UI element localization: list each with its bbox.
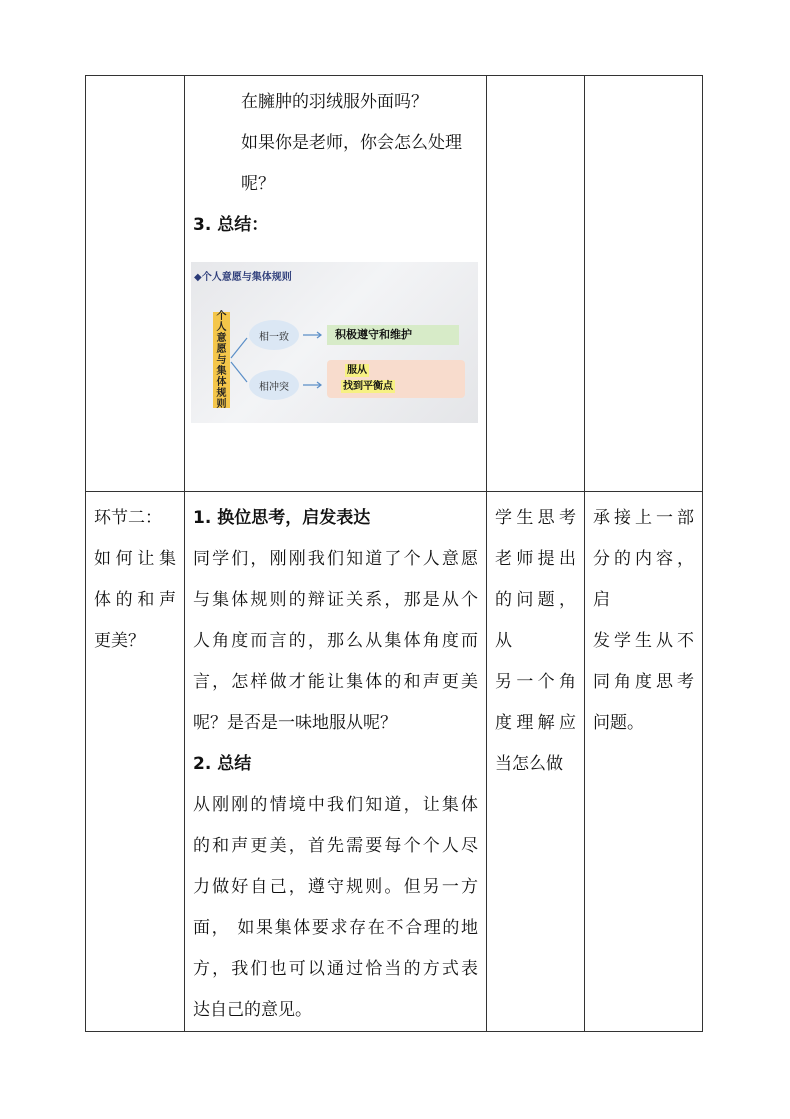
char: 集 [216, 365, 227, 377]
result-conflict-obey: 服从 [347, 365, 367, 376]
char: 体 [216, 376, 227, 388]
text-line: 分的内容，启 [593, 549, 694, 610]
lesson-plan-table [85, 75, 703, 1032]
teacher-activity-cell [185, 76, 487, 492]
text-line: 人角度而言的，那么从集体角度而 [193, 631, 478, 651]
text-line: 度理解应 [495, 713, 576, 733]
table-row [86, 492, 703, 1032]
text-line: 的问题，从 [495, 590, 576, 651]
text-line: 面， 如果集体要求存在不合理的地 [193, 918, 478, 938]
section-cell [86, 492, 185, 1032]
node-consistent: 相一致 [249, 320, 299, 350]
concept-diagram [191, 262, 478, 423]
text-line: 言，怎样做才能让集体的和声更美 [193, 672, 478, 692]
text-line: 老师提出 [495, 549, 576, 569]
char: 与 [216, 354, 227, 366]
char: 愿 [216, 343, 227, 355]
section-label: 环节二： [94, 508, 162, 528]
text-line: 承接上一部 [593, 508, 694, 528]
text-line: 当怎么做 [495, 754, 563, 774]
step-heading: 1. 换位思考，启发表达 [193, 508, 371, 528]
char: 人 [216, 321, 227, 333]
student-activity-cell [487, 492, 585, 1032]
result-conflict-box [327, 360, 465, 398]
section-cell [86, 76, 185, 492]
char: 意 [216, 332, 227, 344]
student-activity-cell [487, 76, 585, 492]
connector-up [231, 338, 247, 358]
section-title-line: 更美？ [94, 631, 145, 651]
text-line: 从刚刚的情境中我们知道，让集体 [193, 795, 478, 815]
char: 个 [216, 310, 227, 322]
connector-down [231, 362, 247, 382]
text-line: 同学们，刚刚我们知道了个人意愿 [193, 549, 478, 569]
text-line: 呢？是否是一味地服从呢？ [193, 713, 397, 733]
section-title-line: 体的和声 [94, 590, 176, 610]
text-line: 同角度思考 [593, 672, 694, 692]
result-consistent: 积极遵守和维护 [327, 325, 459, 345]
text-line: 另一个角 [495, 672, 576, 692]
text-line: 达自己的意见。 [193, 1000, 312, 1020]
text-line: 力做好自己，遵守规则。但另一方 [193, 877, 478, 897]
text-line: 与集体规则的辩证关系，那是从个 [193, 590, 478, 610]
design-intent-cell [585, 76, 703, 492]
text-line: 方，我们也可以通过恰当的方式表 [193, 959, 478, 979]
node-conflict: 相冲突 [249, 370, 299, 400]
step-heading: 2. 总结 [193, 754, 252, 774]
diagram-title: ◆个人意愿与集体规则 [194, 272, 292, 283]
diagram-vertical-label [213, 312, 230, 408]
section-title-line: 如何让集 [94, 549, 176, 569]
table-row [86, 76, 703, 492]
text-line: 在臃肿的羽绒服外面吗？ [241, 92, 428, 112]
text-line: 的和声更美，首先需要每个个人尽 [193, 836, 478, 856]
text-line: 呢？ [241, 174, 275, 194]
text-line: 发学生从不 [593, 631, 694, 651]
design-intent-cell [585, 492, 703, 1032]
text-line: 学生思考 [495, 508, 576, 528]
teacher-activity-cell [185, 492, 487, 1032]
char: 规 [216, 387, 227, 399]
summary-heading: 3. 总结： [193, 215, 269, 235]
result-conflict-balance: 找到平衡点 [343, 381, 393, 392]
text-line: 问题。 [593, 713, 644, 733]
text-line: 如果你是老师，你会怎么处理 [241, 133, 462, 153]
char: 则 [216, 398, 227, 410]
